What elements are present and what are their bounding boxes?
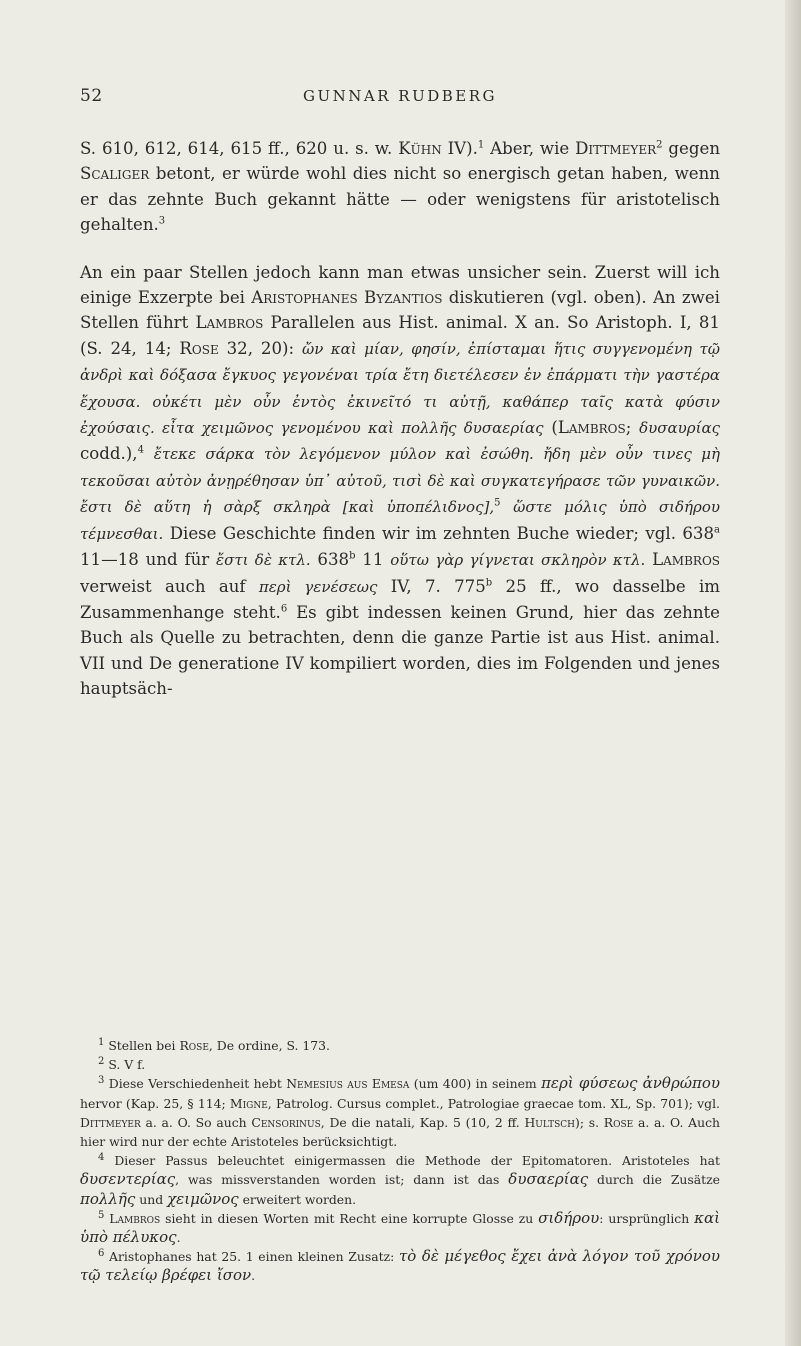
text-run: Diese Geschichte finden wir im zehnten Buche wieder; vgl. 638 <box>163 523 715 543</box>
text-run: 11 <box>355 550 391 570</box>
footnote-text: Dieser Passus beleuchtet einigermassen die Methode der Epitomatoren. Aristoteles hat <box>104 1153 720 1169</box>
author-name: Nemesius aus Emesa <box>286 1076 410 1092</box>
text-run: betont, er würde wohl dies nicht so energisch getan haben, wenn er das zehnte Buch gekannt hätte — oder wenigstens für aristotelisch gehalten. <box>80 164 720 235</box>
footnote-ref: 4 <box>137 444 144 456</box>
text-run: 25 ff., wo dasselbe im Zusammenhange steht. <box>80 576 721 622</box>
text-run: IV). <box>441 139 478 158</box>
text-run: Parallelen aus Hist. animal. X an. So Aristoph. I, 81 (S. 24, 14; <box>80 313 720 358</box>
greek-word: περὶ γενέσεως <box>258 577 378 596</box>
main-text <box>80 136 720 702</box>
footnote-text: . <box>251 1268 256 1284</box>
greek-quote: ὤν καὶ μίαν, φησίν, ἐπίσταμαι ἥτις συγγενομένη τῷ ἀνδρὶ καὶ δόξασα ἔγκυος γεγονέναι τρία ἔτη διετέλεσεν ἐν ἐπάρματι τὴν γαστέρα ἔχουσα. οὐκέτι μὲν οὖν ἐντὸς ἐκινεῖτό τι αὐτῇ, καθάπερ ταῖς κατὰ φύσιν ἐχούσαις. εἶτα χειμῶνος γενομένου καὶ πολλῆς δυσαερίας <box>80 339 720 438</box>
text-run: 638 <box>310 550 350 570</box>
paragraph <box>80 260 720 702</box>
footnote-text: S. V f. <box>104 1057 146 1073</box>
footnote-6 <box>80 1247 720 1285</box>
text-run: IV, 7. 775 <box>377 576 486 596</box>
author-name: Aristophanes Byzantios <box>251 288 443 308</box>
footnotes <box>80 1036 720 1286</box>
greek-quote: ἔστι δὲ κτλ. <box>216 551 311 570</box>
text-run: diskutieren (vgl. oben). An zwei Stellen führt <box>80 288 720 333</box>
text-run <box>144 444 154 463</box>
footnote-text: durch die Zusätze <box>588 1172 720 1188</box>
footnote-text: ); s. <box>575 1114 604 1130</box>
author-name: Lambros <box>109 1210 161 1226</box>
footnote-text: . <box>176 1230 181 1246</box>
footnote-text: , De ordine, S. 173. <box>208 1038 330 1053</box>
paragraph <box>80 136 720 238</box>
greek-word: χειμῶνος <box>167 1189 239 1208</box>
author-name: Rose <box>179 1038 209 1053</box>
text-run: Es gibt indessen keinen Grund, hier das zehnte Buch als Quelle zu betrachten, denn die ganze Partie ist aus Hist. animal. VII und De generatione IV kompiliert worden, dies im Folgenden und jenes hauptsäch- <box>80 602 720 699</box>
greek-quote: τὸ δὲ μέγεθος ἔχει ἀνὰ λόγον τοῦ χρόνου τῷ τελείῳ βρέφει ἴσον <box>80 1247 720 1285</box>
footnote-text: Stellen bei <box>104 1038 180 1053</box>
page-number: 52 <box>80 86 103 106</box>
footnote-text: Aristophanes hat 25. 1 einen kleinen Zusatz: <box>104 1249 399 1265</box>
greek-word: καὶ ὑπὸ πέλυκος <box>80 1208 720 1247</box>
footnote-text: erweitert worden. <box>238 1191 357 1207</box>
greek-word: δυσεντερίας <box>80 1170 176 1189</box>
footnote-number: 2 <box>98 1056 105 1068</box>
text-run <box>500 497 513 516</box>
author-name: Migne <box>229 1095 268 1111</box>
greek-quote: ἔτεκε σάρκα τὸν λεγόμενον μύλον καὶ ἐσώθη. ἤδη μὲν οὖν τινες μὴ τεκοῦσαι αὐτὸν ἀνῃρέθησαν ὑπ᾽ αὐτοῦ, τισὶ δὲ καὶ συγκατεγήρασε τῶν γυναικῶν. ἔστι δὲ αὕτη ἡ σὰρξ σκληρὰ [καὶ ὑποπέλιδνος], <box>80 445 720 517</box>
footnote-text: , Patrolog. Cursus complet., Patrologiae graecae tom. XL, Sp. 701); vgl. <box>267 1095 720 1111</box>
greek-word: σιδήρου <box>538 1208 600 1227</box>
footnote-text: , De die natali, Kap. 5 (10, 2 ff. <box>320 1114 525 1130</box>
footnote-1 <box>80 1036 720 1055</box>
author-name: Dittmeyer <box>575 139 657 158</box>
footnote-text: a. a. O. So auch <box>140 1114 252 1130</box>
superscript: b <box>485 576 493 588</box>
text-run: An ein paar Stellen jedoch kann man etwas unsicher sein. Zuerst will ich einige Exzerpte bei <box>80 262 720 308</box>
footnote-ref: 3 <box>158 215 166 227</box>
text-run: 11—18 und für <box>80 550 217 570</box>
greek-quote: ὥστε μόλις ὑπὸ σιδήρου τέμνεσθαι. <box>80 498 720 543</box>
footnote-2 <box>80 1055 720 1074</box>
text-run: codd.), <box>80 444 138 464</box>
text-run: ; <box>625 418 640 438</box>
text-run: gegen <box>662 139 720 158</box>
greek-word: δυσαερίας <box>508 1170 589 1189</box>
text-run: S. 610, 612, 614, 615 ff., 620 u. s. w. <box>80 139 399 158</box>
text-run: verweist auch auf <box>80 576 259 596</box>
footnote-ref: 6 <box>280 603 288 615</box>
superscript: a <box>714 524 720 536</box>
footnote-number: 6 <box>98 1248 105 1260</box>
running-head: GUNNAR RUDBERG <box>303 87 497 105</box>
greek-word: περὶ φύσεως ἀνθρώπου <box>541 1074 720 1093</box>
footnote-text: , was missverstanden worden ist; dann ist das <box>175 1172 509 1188</box>
footnote-ref: 1 <box>477 139 485 151</box>
page-header <box>80 86 720 112</box>
footnote-number: 5 <box>98 1209 105 1221</box>
footnote-number: 1 <box>98 1036 105 1048</box>
footnote-5 <box>80 1209 720 1247</box>
author-name: Lambros <box>652 550 721 570</box>
footnote-text: a. a. O. Auch hier wird nur der echte Aristoteles berücksichtigt. <box>80 1114 721 1150</box>
greek-quote: οὕτω γὰρ γίγνεται σκληρὸν κτλ. <box>390 551 646 570</box>
author-name: Dittmeyer <box>80 1114 141 1130</box>
footnote-ref: 5 <box>494 497 501 509</box>
footnote-ref: 2 <box>656 139 663 151</box>
footnote-number: 3 <box>98 1075 105 1087</box>
author-name: Lambros <box>557 418 626 438</box>
superscript: b <box>349 550 356 562</box>
footnote-text: sieht in diesen Worten mit Recht eine korrupte Glosse zu <box>160 1210 539 1226</box>
footnote-text: hervor (Kap. 25, § 114; <box>80 1095 230 1111</box>
author-name: Censorinus <box>251 1114 321 1130</box>
text-run: ( <box>543 418 558 438</box>
author-name: Kühn <box>398 139 442 158</box>
page-edge <box>785 0 801 1346</box>
text-run: Aber, wie <box>484 139 576 158</box>
text-run: 32, 20): <box>218 338 303 358</box>
author-name: Hultsch <box>524 1114 576 1130</box>
footnote-text: (um 400) in seinem <box>409 1076 542 1092</box>
author-name: Lambros <box>195 313 264 333</box>
greek-word: πολλῆς <box>80 1189 136 1208</box>
footnote-text: und <box>135 1191 168 1207</box>
greek-word: δυσαυρίας <box>639 419 721 438</box>
footnote-text: Diese Verschiedenheit hebt <box>104 1076 287 1092</box>
author-name: Scaliger <box>80 164 150 184</box>
footnote-4 <box>80 1151 720 1209</box>
author-name: Rose <box>179 338 219 358</box>
footnote-number: 4 <box>98 1152 105 1164</box>
author-name: Rose <box>603 1114 634 1130</box>
footnote-3 <box>80 1074 720 1151</box>
footnote-text: : ursprünglich <box>599 1210 695 1226</box>
